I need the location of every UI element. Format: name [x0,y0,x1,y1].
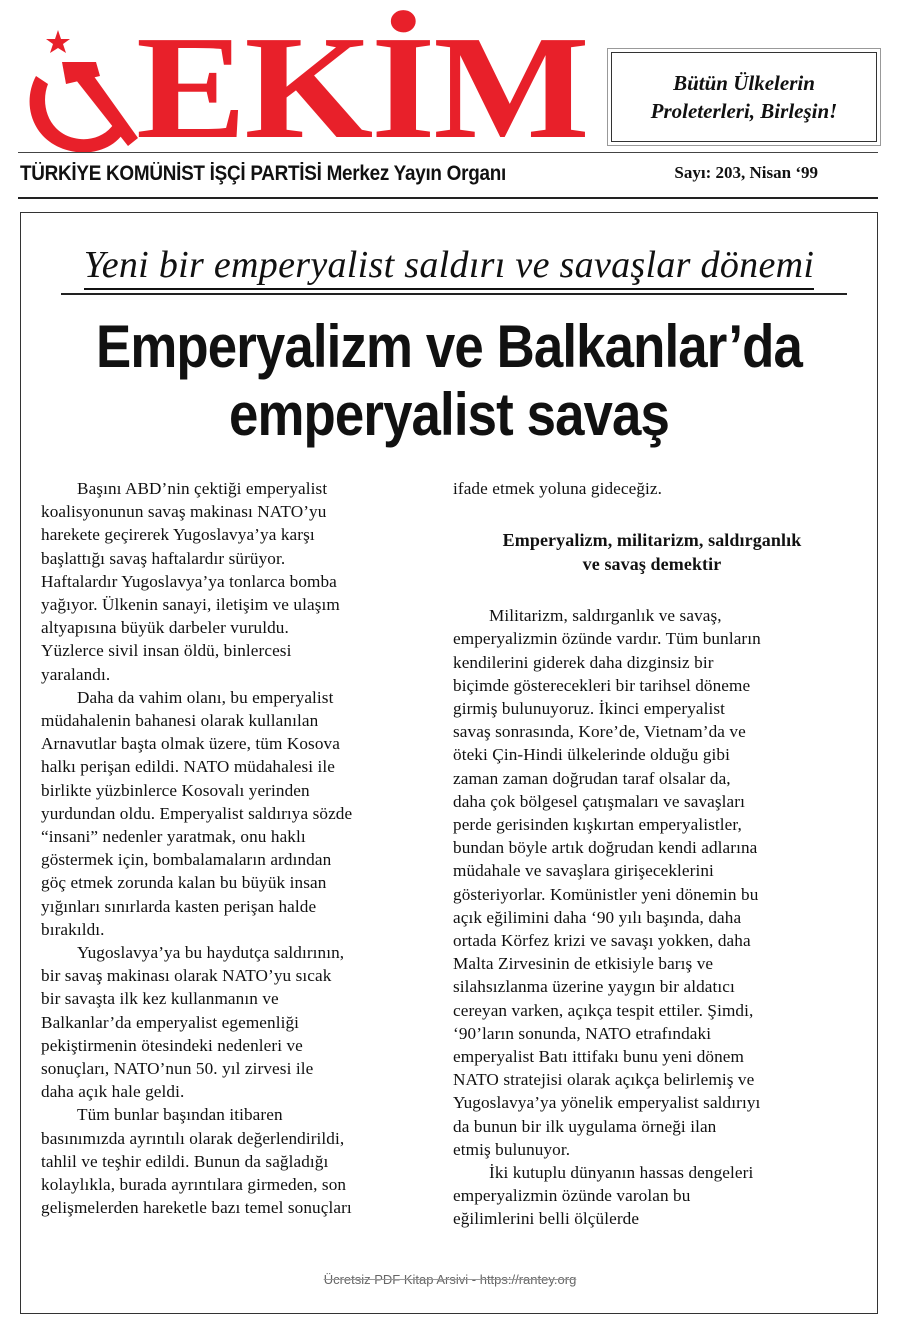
text-line: müdahalenin bahanesi olarak kullanılan [41,711,319,731]
text-line: Arnavutlar başta olmak üzere, tüm Kosova [41,734,340,754]
text-line: Başını ABD’nin çektiği emperyalist [77,479,328,498]
text-line: Yugoslavya’ya bu haydutça saldırının, [77,943,345,963]
text-line: emperyalizmin özünde vardır. Tüm bunların [453,629,761,649]
text-line: ortada Körfez krizi ve savaşı yokken, daha [453,931,751,951]
text-line: yaralandı. [41,664,111,684]
slogan-line: Bütün Ülkelerin [673,71,815,95]
text-line: Daha da vahim olanı, bu emperyalist [77,687,334,707]
section-subheading [453,528,851,576]
kicker-rule [61,293,847,295]
text-line: öteki Çin-Hindi ülkelerinde olduğu gibi [453,745,730,765]
text-line: daha açık hale geldi. [41,1082,185,1102]
text-line: tahlil ve teşhir edildi. Bunun da sağladığı [41,1151,329,1171]
text-line: kolaylıkla, burada ayrıntılara girmeden, son [41,1175,347,1195]
logo-text: EKİM [136,6,588,170]
text-line: Yüzlerce sivil insan öldü, binlercesi [41,641,292,661]
text-line: göstermek için, bombalamaların ardından [41,850,332,870]
text-line: bir savaş makinası olarak NATO’yu sıcak [41,966,332,986]
text-line: gösteriyorlar. Komünistler yeni dönemin bu [453,884,759,904]
text-line: Militarizm, saldırganlık ve savaş, [489,606,722,626]
text-line: gelişmelerden hareketle bazı temel sonuçları [41,1198,352,1218]
text-line: pekiştirmenin ötesindeki nedenleri ve [41,1035,303,1055]
text-line: etmiş bulunuyor. [453,1139,571,1159]
text-line: sonuçları, NATO’nun 50. yıl zirvesi ile [41,1059,314,1079]
left-column [41,477,441,1220]
text-line: açık eğilimini daha ‘90 yılı başında, daha [453,907,742,927]
text-line: yığınları sınırlarda kasten perişan halde [41,896,317,916]
text-line: başlattığı savaş haftalardır sürüyor. [41,548,286,568]
text-line: müdahale ve savaşlara girişeceklerini [453,861,714,881]
text-line: girmiş bulunuyoruz. İkinci emperyalist [453,699,726,719]
article-kicker [59,243,839,287]
paragraph [41,477,441,686]
slogan-box [611,52,877,142]
paragraph [41,686,441,941]
headline-line: emperyalist savaş [228,381,670,448]
text-line: birlikte yüzbinlerce Kosovalı yerinden [41,780,310,800]
text-line: bir savaşta ilk kez kullanmanın ve [41,989,279,1009]
text-line: yurdundan oldu. Emperyalist saldırıya sözde [41,803,353,823]
text-line: basınımızda ayrıntılı olarak değerlendirildi, [41,1128,345,1148]
text-line: harekete geçirerek Yugoslavya’ya karşı [41,525,315,545]
text-line: göç etmek zorunda kalan bu büyük insan [41,873,327,893]
text-line: halkı perişan edildi. NATO müdahalesi ile [41,757,335,777]
text-line: Malta Zirvesinin de etkisiyle barış ve [453,954,714,974]
right-column [453,477,851,1231]
text-line: İki kutuplu dünyanın hassas dengeleri [489,1163,754,1183]
text-line: Tüm bunlar başından itibaren [77,1105,283,1125]
text-line: “insani” nedenler yaratmak, onu haklı [41,827,306,847]
party-name: TÜRKİYE KOMÜNİST İŞÇİ PARTİSİ Merkez Yayın Organı [20,162,506,185]
article-frame [20,212,878,1314]
footer-note: Ücretsiz PDF Kitap Arsivi - https://rantey.org [323,1272,577,1287]
text-line: kendilerini giderek daha dizginsiz bir [453,652,714,672]
text-line: eğilimlerini belli ölçülerde [453,1209,640,1229]
paragraph-continuation: ifade etmek yoluna gideceğiz. [453,479,663,498]
paragraph [453,604,851,1161]
text-line: Yugoslavya’ya yönelik emperyalist saldırıyı [453,1093,761,1113]
text-line: Haftalardır Yugoslavya’ya tonlarca bomba [41,571,337,591]
subheading-line: ve savaş demektir [582,554,722,575]
subheading-line: Emperyalizm, militarizm, saldırganlık [502,530,802,551]
text-line: ‘90’ların sonunda, NATO etrafındaki [453,1023,712,1043]
paragraph [453,1161,851,1231]
text-line: zaman zaman doğrudan taraf olsalar da, [453,768,731,788]
text-line: silahsızlanma üzerine yaygın bir aldatıcı [453,977,735,997]
slogan-line: Proleterleri, Birleşin! [650,99,838,123]
text-line: bırakıldı. [41,919,105,939]
article-kicker-text: Yeni bir emperyalist saldırı ve savaşlar dönemi [84,244,814,290]
article-headline [21,313,877,449]
text-line: emperyalizmin özünde varolan bu [453,1186,691,1206]
text-line: perde gerisinden kışkırtan emperyalistler, [453,815,742,835]
headline-line: Emperyalizm ve Balkanlar’da [95,313,803,380]
text-line: altyapısına büyük darbeler vuruldu. [41,618,289,638]
text-line: yağıyor. Ülkenin sanayi, iletişim ve ulaşım [41,595,340,615]
text-line: savaş sonrasında, Kore’de, Vietnam’da ve [453,722,746,742]
text-line: Balkanlar’da emperyalist egemenliği [41,1012,300,1032]
text-line: daha çok bölgesel çatışmaları ve savaşları [453,791,745,811]
text-line: cereyan varken, açıkça tespit ettiler. Şimdi, [453,1000,754,1020]
text-line: biçimde gösterecekleri bir tarihsel döneme [453,675,751,695]
text-line: emperyalist Batı ittifakı bunu yeni dönem [453,1047,744,1067]
paragraph [41,1103,441,1219]
issue-info: Sayı: 203, Nisan ‘99 [674,163,818,182]
paragraph [41,941,441,1103]
masthead [18,6,588,170]
text-line: da bunun bir ilk uygulama örneği ilan [453,1116,717,1136]
text-line: koalisyonunun savaş makinası NATO’yu [41,502,327,522]
subtitle-bar [18,152,878,199]
text-line: NATO stratejisi olarak açıkça belirlemiş ve [453,1070,755,1090]
text-line: bundan böyle artık doğrudan kendi adlarına [453,838,758,858]
